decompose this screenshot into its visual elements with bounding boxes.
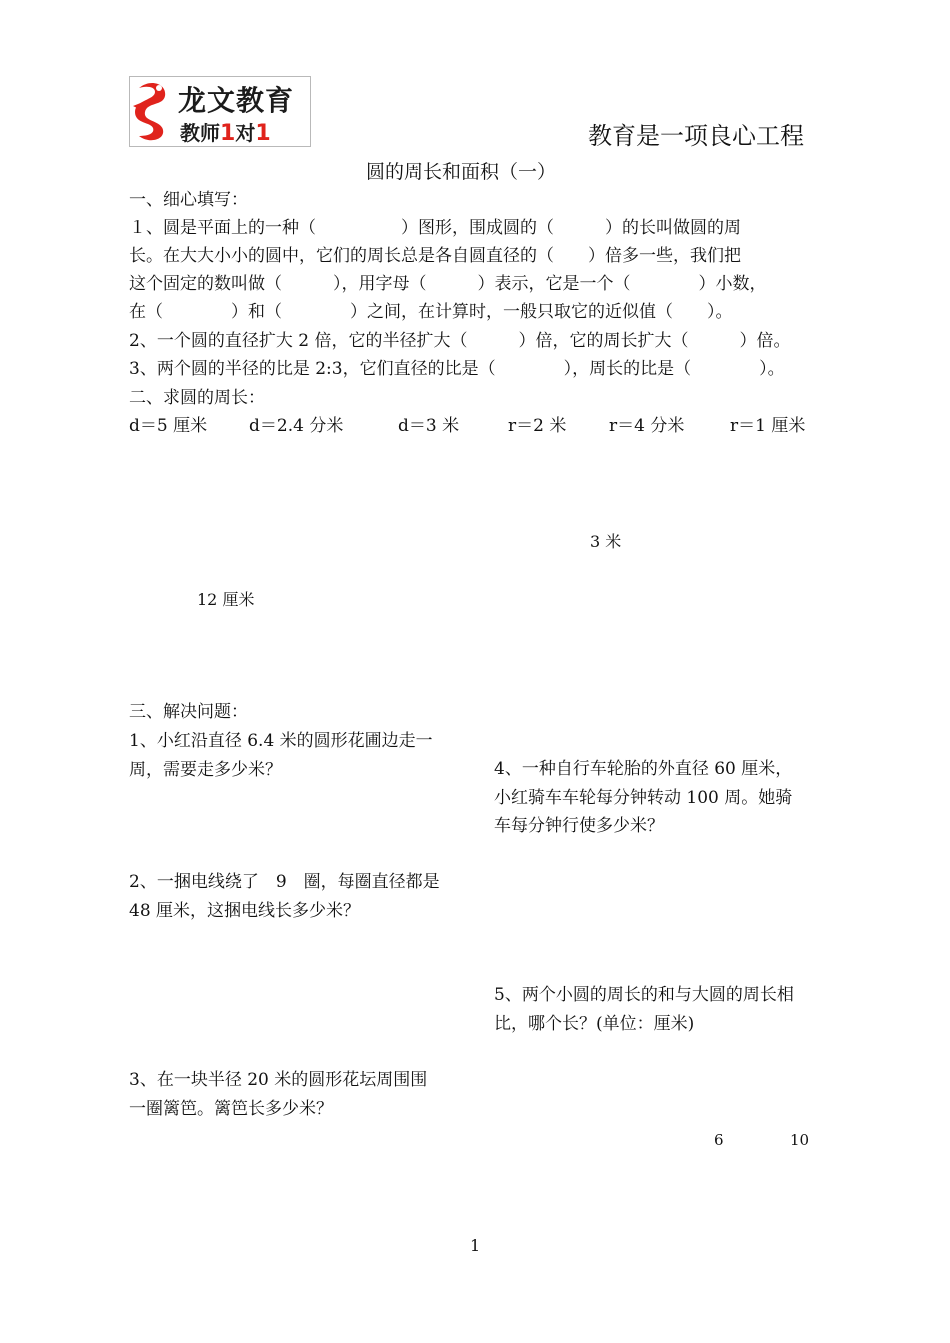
section1-line: 在（ ）和（ ）之间，在计算时，一般只取它的近似值（ ）。: [129, 302, 733, 322]
figure-label: 3 米: [590, 532, 622, 551]
circumference-item: r＝4 分米: [609, 416, 685, 436]
circumference-item: d＝3 米: [398, 416, 460, 436]
section1-line: １、圆是平面上的一种（ ）图形，围成圆的（ ）的长叫做圆的周: [129, 218, 741, 238]
question-2-line: 48 厘米，这捆电线长多少米？: [129, 901, 361, 921]
logo-tagline-mid: 对: [235, 121, 256, 145]
question-4-line: 小红骑车车轮每分钟转动 100 周。她骑: [494, 788, 793, 808]
logo: [129, 76, 311, 147]
section1-heading: 一、细心填写：: [129, 190, 248, 210]
question-1-line: 1、小红沿直径 6.4 米的圆形花圃边走一: [129, 731, 433, 751]
circumference-item: r＝1 厘米: [730, 416, 806, 436]
logo-name: 龙文教育: [178, 84, 295, 117]
question-1-line: 周，需要走多少米？: [129, 760, 282, 780]
logo-tagline: [180, 117, 271, 146]
logo-tagline-num2: 1: [255, 121, 271, 146]
circumference-item: d＝5 厘米: [129, 416, 208, 436]
page-number: 1: [470, 1236, 481, 1255]
figure-label: 12 厘米: [197, 590, 255, 609]
question-2-line: 2、一捆电线绕了 9 圈，每圈直径都是: [129, 872, 440, 892]
question-3-line: 3、在一块半径 20 米的圆形花坛周围围: [129, 1070, 428, 1090]
section1-line: 这个固定的数叫做（ ），用字母（ ）表示，它是一个（ ）小数，: [129, 274, 767, 294]
header-slogan: 教育是一项良心工程: [588, 122, 804, 150]
circumference-item: d＝2.4 分米: [249, 416, 344, 436]
logo-tagline-num1: 1: [220, 121, 236, 146]
section1-line: 2、一个圆的直径扩大 2 倍，它的半径扩大（ ）倍，它的周长扩大（ ）倍。: [129, 331, 791, 351]
section2-heading: 二、求圆的周长：: [129, 388, 265, 408]
question-5-line: 5、两个小圆的周长的和与大圆的周长相: [494, 985, 794, 1005]
figure-label: 6: [714, 1131, 724, 1149]
question-4-line: 4、一种自行车轮胎的外直径 60 厘米，: [494, 759, 793, 779]
question-5-line: 比，哪个长？(单位：厘米): [494, 1014, 695, 1034]
question-3-line: 一圈篱笆。篱笆长多少米？: [129, 1099, 333, 1119]
circumference-item: r＝2 米: [508, 416, 567, 436]
dragon-logo-icon: [131, 78, 173, 144]
section3-heading: 三、解决问题：: [129, 702, 248, 722]
section1-line: 3、两个圆的半径的比是 2:3，它们直径的比是（ ），周长的比是（ ）。: [129, 359, 785, 379]
figure-label: 10: [790, 1131, 810, 1149]
question-4-line: 车每分钟行使多少米？: [494, 816, 664, 836]
page-title: 圆的周长和面积（一）: [366, 161, 557, 183]
section1-line: 长。在大大小小的圆中，它们的周长总是各自圆直径的（ ）倍多一些，我们把: [129, 246, 741, 266]
logo-tagline-prefix: 教师: [180, 121, 220, 145]
